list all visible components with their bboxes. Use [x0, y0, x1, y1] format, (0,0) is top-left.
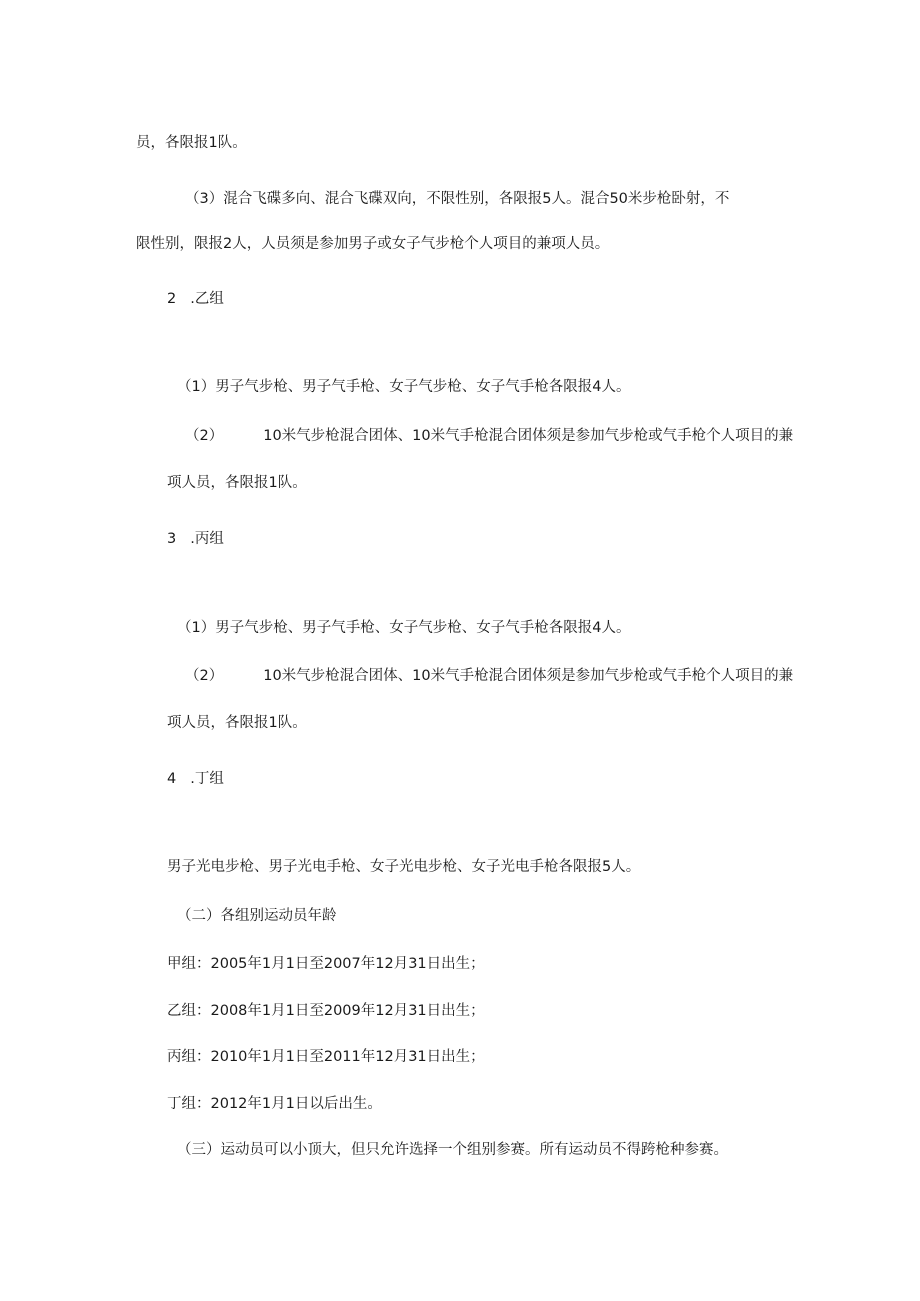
section-3-item-1: （1）男子气步枪、男子气手枪、女子气步枪、女子气手枪各限报4人。 — [177, 620, 631, 636]
mixed-events-line-1: （3）混合飞碟多向、混合飞碟双向，不限性别，各限报5人。混合50米步枪卧射，不 — [185, 191, 730, 207]
section-3-item-2-number: （2） — [185, 668, 224, 684]
section-2-item-2-number: （2） — [185, 428, 224, 444]
section-2-item-1: （1）男子气步枪、男子气手枪、女子气步枪、女子气手枪各限报4人。 — [177, 379, 631, 395]
section-2-heading — [167, 289, 224, 309]
section-2-item-2-continuation: 项人员，各限报1队。 — [167, 475, 307, 491]
section-2-number: 2 — [167, 291, 177, 307]
section-4-title: .丁组 — [190, 771, 224, 787]
age-heading: （二）各组别运动员年龄 — [177, 908, 337, 924]
section-3-heading — [167, 529, 224, 549]
section-2-item-2-text: 10米气步枪混合团体、10米气手枪混合团体须是参加气步枪或气手枪个人项目的兼 — [263, 428, 794, 444]
section-3-title: .丙组 — [190, 531, 224, 547]
age-group-yi: 乙组：2008年1月1日至2009年12月31日出生； — [167, 1003, 485, 1019]
section-2-title: .乙组 — [190, 291, 224, 307]
rule-three: （三）运动员可以小顶大，但只允许选择一个组别参赛。所有运动员不得跨枪种参赛。 — [177, 1142, 728, 1158]
section-4-item: 男子光电步枪、男子光电手枪、女子光电步枪、女子光电手枪各限报5人。 — [167, 859, 641, 875]
paragraph-continuation: 员，各限报1队。 — [136, 135, 247, 151]
section-2-item-2 — [185, 426, 793, 446]
section-4-number: 4 — [167, 771, 177, 787]
section-3-number: 3 — [167, 531, 177, 547]
age-group-jia: 甲组：2005年1月1日至2007年12月31日出生； — [167, 956, 485, 972]
section-3-item-2-continuation: 项人员，各限报1队。 — [167, 715, 307, 731]
section-3-item-2 — [185, 666, 793, 686]
section-3-item-2-text: 10米气步枪混合团体、10米气手枪混合团体须是参加气步枪或气手枪个人项目的兼 — [263, 668, 794, 684]
age-group-ding: 丁组：2012年1月1日以后出生。 — [167, 1096, 382, 1112]
section-4-heading — [167, 769, 224, 789]
age-group-bing: 丙组：2010年1月1日至2011年12月31日出生； — [167, 1049, 485, 1065]
mixed-events-line-2: 限性别，限报2人，人员须是参加男子或女子气步枪个人项目的兼项人员。 — [136, 236, 610, 252]
